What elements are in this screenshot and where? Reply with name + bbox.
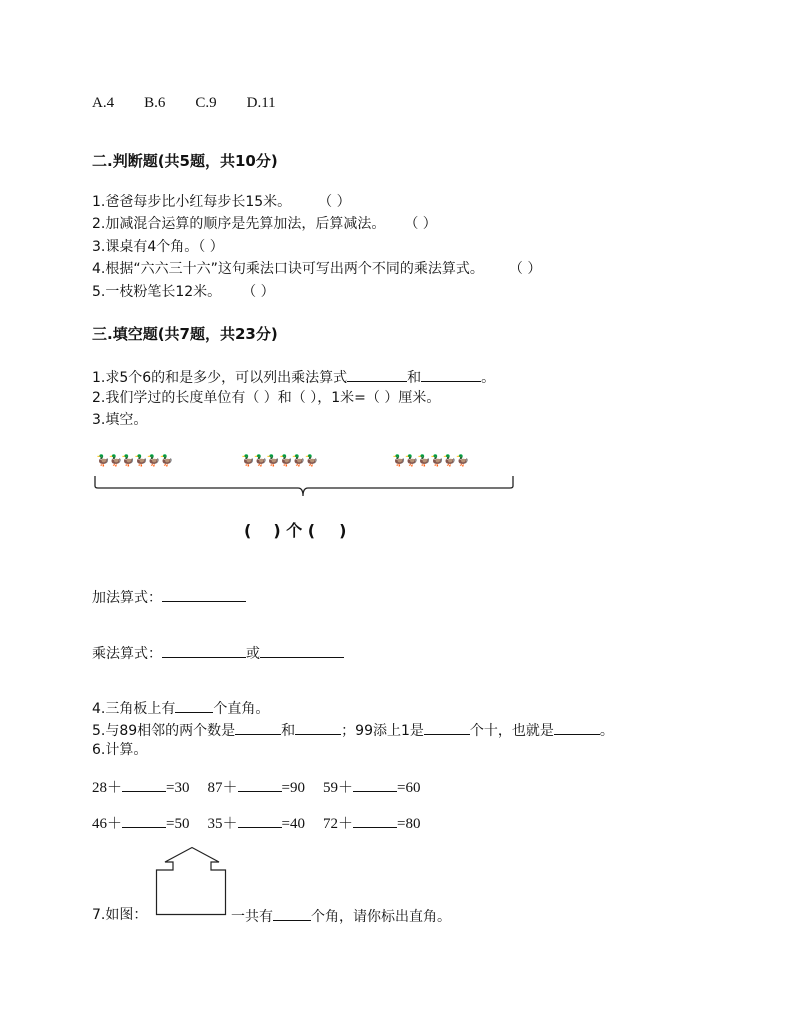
fill-item-5: 5.与89相邻的两个数是 和 ；99添上1是 个十，也就是 。 — [92, 720, 614, 740]
fill-item-3: 3.填空。 — [92, 412, 148, 428]
answer-blank[interactable] — [421, 367, 481, 382]
multiplication-line: 乘法算式： 或 — [92, 643, 344, 663]
judge-item-4: 4.根据“六六三十六”这句乘法口诀可写出两个不同的乘法算式。 （ ） — [92, 261, 542, 277]
answer-blank[interactable] — [122, 813, 166, 828]
fill-item-4: 4.三角板上有 个直角。 — [92, 698, 269, 718]
answer-blank[interactable] — [353, 777, 397, 792]
judge-item-5: 5.一枝粉笔长12米。 （ ） — [92, 284, 275, 300]
fill-item-7-label: 7.如图： — [92, 907, 148, 923]
answer-blank[interactable] — [353, 813, 397, 828]
answer-blank[interactable] — [260, 643, 344, 658]
choice-d: D.11 — [246, 95, 276, 111]
fill-item-7: 一共有 个角，请你标出直角。 — [231, 906, 451, 926]
section3-title: 三.填空题(共7题，共23分) — [92, 325, 278, 343]
judge-item-3: 3.课桌有4个角。（ ） — [92, 239, 224, 255]
duck-group-1: 🦆🦆🦆🦆🦆🦆 — [96, 454, 173, 467]
answer-blank[interactable] — [175, 698, 213, 713]
section2-title: 二.判断题(共5题，共10分) — [92, 152, 278, 170]
fill-item-2: 2.我们学过的长度单位有（ ）和（ ），1米=（ ）厘米。 — [92, 390, 441, 406]
answer-blank[interactable] — [295, 720, 341, 735]
choice-a: A.4 — [92, 95, 115, 111]
answer-paren: （ ） — [411, 216, 437, 232]
fill-item-1: 1.求5个6的和是多少，可以列出乘法算式 和 。 — [92, 367, 495, 387]
answer-blank[interactable] — [347, 367, 407, 382]
answer-blank[interactable] — [235, 720, 281, 735]
duck-group-2: 🦆🦆🦆🦆🦆🦆 — [241, 454, 318, 467]
duck-group-3: 🦆🦆🦆🦆🦆🦆 — [392, 454, 469, 467]
calc-row-2: 46＋ =50 35＋ =40 72＋ =80 — [92, 813, 420, 833]
answer-blank[interactable] — [273, 906, 311, 921]
choice-b: B.6 — [144, 95, 166, 111]
calc-row-1: 28＋ =30 87＋ =90 59＋ =60 — [92, 777, 420, 797]
choice-c: C.9 — [195, 95, 217, 111]
answer-blank[interactable] — [162, 643, 246, 658]
choice-options — [92, 94, 306, 112]
answer-blank[interactable] — [162, 587, 246, 602]
addition-line: 加法算式： — [92, 587, 246, 607]
answer-blank[interactable] — [122, 777, 166, 792]
answer-paren: （ ） — [325, 194, 351, 210]
answer-blank[interactable] — [424, 720, 470, 735]
curly-brace — [92, 474, 516, 502]
fill-item-6: 6.计算。 — [92, 742, 148, 758]
judge-item-1: 1.爸爸每步比小红每步长15米。 （ ） — [92, 194, 351, 210]
arrow-figure — [155, 846, 229, 916]
judge-item-2: 2.加减混合运算的顺序是先算加法，后算减法。 （ ） — [92, 216, 437, 232]
answer-blank[interactable] — [238, 777, 282, 792]
answer-paren: （ ） — [515, 261, 542, 277]
count-expression: ( ) 个 ( ) — [244, 521, 347, 540]
answer-blank[interactable] — [554, 720, 600, 735]
answer-paren: （ ） — [249, 284, 275, 300]
answer-blank[interactable] — [238, 813, 282, 828]
